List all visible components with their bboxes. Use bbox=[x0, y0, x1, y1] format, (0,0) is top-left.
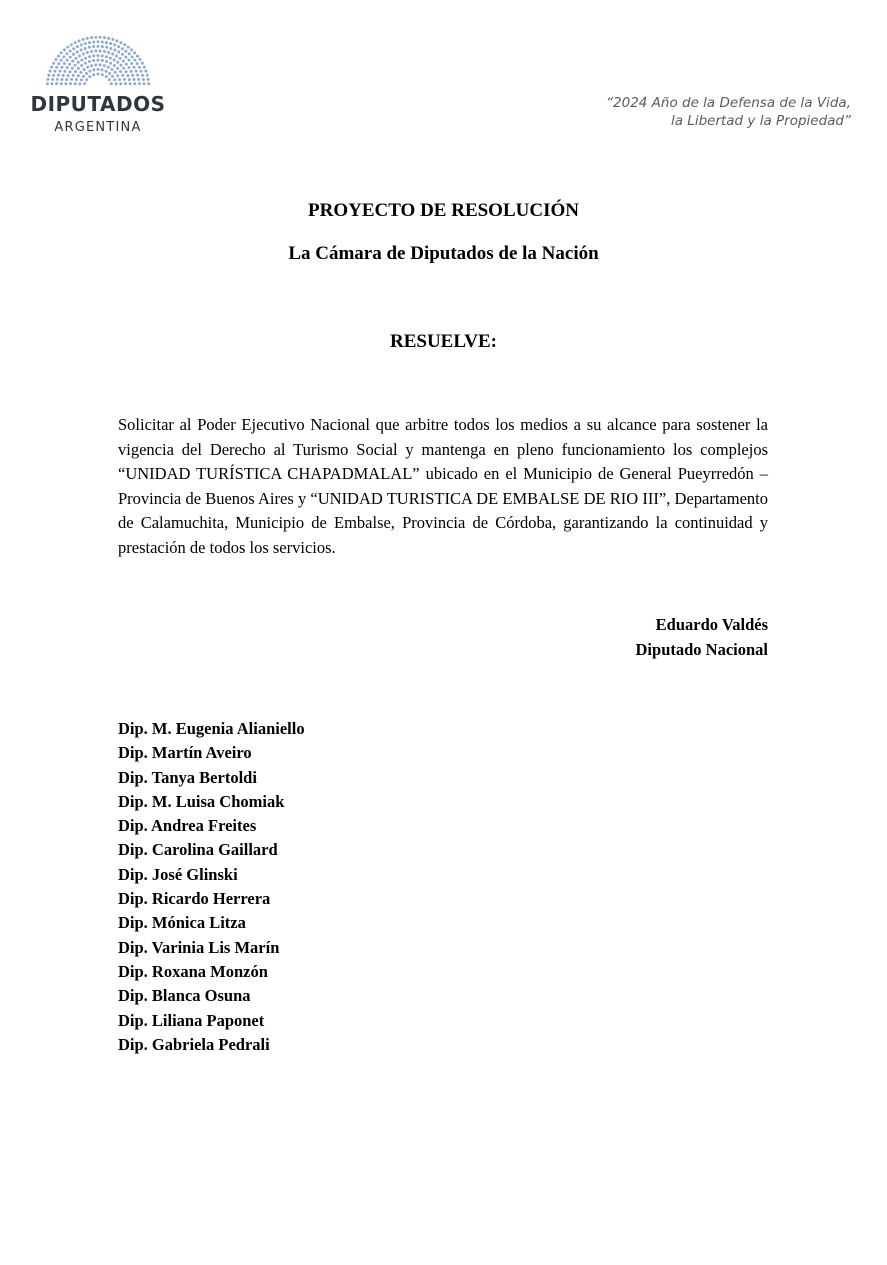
logo-subtitle: ARGENTINA bbox=[54, 120, 142, 135]
hemicycle-icon bbox=[44, 36, 152, 88]
cosigner-item: Dip. M. Eugenia Alianiello bbox=[118, 719, 305, 738]
motto-line-2: la Libertad y la Propiedad” bbox=[670, 113, 851, 129]
cosigner-item: Dip. Liliana Paponet bbox=[118, 1010, 265, 1030]
cosigner-item: Dip. Ricardo Herrera bbox=[118, 889, 271, 909]
resolution-body: Solicitar al Poder Ejecutivo Nacional que arbitre todos los medios a su alcance para sostener la vigencia del Derecho al Turismo Social y mantenga en pleno funcionamiento los complejos “UNIDAD TURÍSTICA CHAPADMALAL” ubicado en el Municipio de General Pueyrredón – Provincia de Buenos Aires y “UNIDAD TURISTICA DE EMBALSE DE RIO III”, Departamento de Calamuchita, Municipio de Embalse, Provincia de Córdoba, garantizando la continuidad y prestación de todos los servicios. bbox=[118, 415, 768, 557]
cosigner-item: Dip. Blanca Osuna bbox=[118, 986, 251, 1006]
diputados-logo bbox=[28, 36, 168, 140]
resolves-heading: RESUELVE: bbox=[389, 331, 497, 352]
cosigner-item: Dip. M. Luisa Chomiak bbox=[118, 791, 285, 811]
cosigner-item: Dip. Andrea Freites bbox=[118, 816, 257, 836]
cosigner-item: Dip. José Glinski bbox=[118, 864, 238, 884]
chamber-heading: La Cámara de Diputados de la Nación bbox=[288, 243, 599, 264]
signer-role: Diputado Nacional bbox=[635, 639, 768, 659]
cosigner-item: Dip. Gabriela Pedrali bbox=[118, 1034, 270, 1054]
signer-name: Eduardo Valdés bbox=[655, 615, 768, 634]
cosigner-item: Dip. Varinia Lis Marín bbox=[118, 937, 280, 957]
year-motto bbox=[531, 94, 851, 130]
cosigner-item: Dip. Tanya Bertoldi bbox=[118, 767, 257, 787]
cosigner-item: Dip. Martín Aveiro bbox=[118, 743, 252, 763]
cosigner-item: Dip. Mónica Litza bbox=[118, 913, 246, 933]
logo-title: DIPUTADOS bbox=[30, 92, 166, 116]
cosigners-list bbox=[118, 717, 305, 1057]
cosigner-item: Dip. Carolina Gaillard bbox=[118, 840, 278, 860]
document-title: PROYECTO DE RESOLUCIÓN bbox=[308, 200, 579, 221]
signature-block bbox=[636, 613, 768, 662]
cosigner-item: Dip. Roxana Monzón bbox=[118, 961, 268, 981]
motto-line-1: “2024 Año de la Defensa de la Vida, bbox=[606, 95, 851, 111]
